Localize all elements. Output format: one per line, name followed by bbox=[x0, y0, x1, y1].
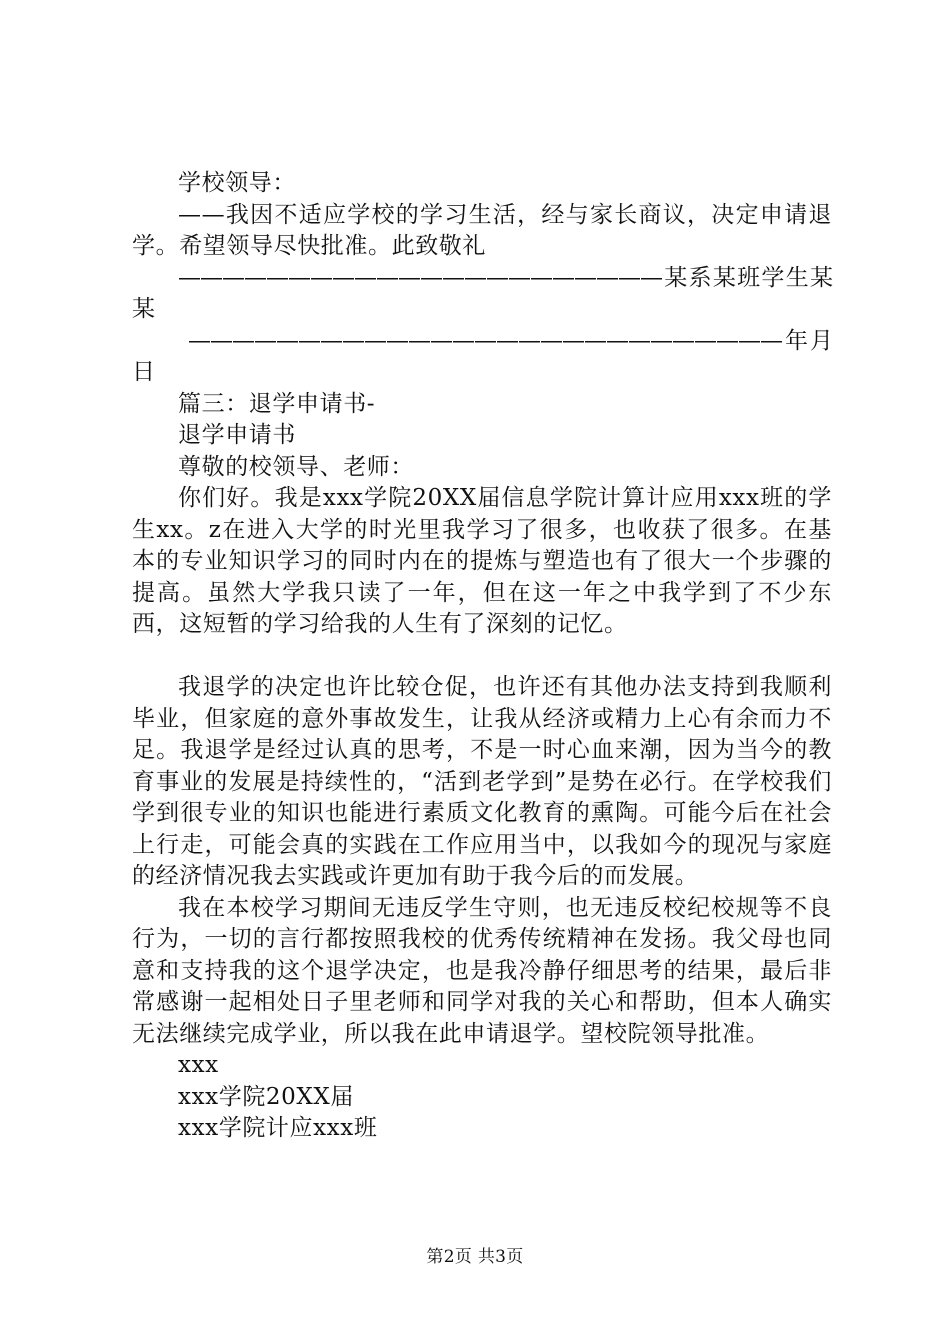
request-paragraph: ——我因不适应学校的学习生活，经与家长商议，决定申请退学。希望领导尽快批准。此致敬礼 bbox=[132, 201, 832, 259]
letter-title: 退学申请书 bbox=[178, 422, 296, 448]
section-heading: 篇三：退学申请书- bbox=[178, 390, 376, 417]
salutation: 学校领导： bbox=[178, 170, 296, 196]
body-paragraph-reason: 我退学的决定也许比较仓促，也许还有其他办法支持到我顺利毕业，但家庭的意外事故发生，让我从经济或精力上心有余而力不足。我退学是经过认真的思考，不是一时心血来潮，因为当今的教育事业的发展是持续性的，“活到老学到”是势在必行。在学校我们学到很专业的知识也能进行素质文化教育的熏陶。可能今后在社会上行走，可能会真的实践在工作应用当中，以我如今的现况与家庭的经济情况我去实践或许更加有助于我今后的而发展。 bbox=[132, 674, 832, 889]
signature-class: xxx学院计应xxx班 bbox=[178, 1115, 378, 1141]
date-line: ———————————————————————————年月日 bbox=[132, 327, 832, 385]
signature-name: xxx bbox=[178, 1052, 219, 1078]
body-paragraph-closing: 我在本校学习期间无违反学生守则，也无违反校纪校规等不良行为，一切的言行都按照我校的优秀传统精神在发扬。我父母也同意和支持我的这个退学决定，也是我冷静仔细思考的结果，最后非常感谢一起相处日子里老师和同学对我的关心和帮助，但本人确实无法继续完成学业，所以我在此申请退学。望校院领导批准。 bbox=[132, 894, 832, 1047]
signature-college: xxx学院20XX届 bbox=[178, 1083, 354, 1110]
document-body bbox=[132, 168, 832, 1145]
signature-line: ——————————————————————某系某班学生某某 bbox=[132, 264, 832, 322]
body-paragraph-intro: 你们好。我是xxx学院20XX届信息学院计算计应用xxx班的学生xx。z在进入大学的时光里我学习了很多，也收获了很多。在基本的专业知识学习的同时内在的提炼与塑造也有了很大一个步骤的提高。虽然大学我只读了一年，但在这一年之中我学到了不少东西，这短暂的学习给我的人生有了深刻的记忆。 bbox=[132, 485, 832, 637]
page-footer: 第2页 共3页 bbox=[426, 1247, 524, 1267]
letter-salutation: 尊敬的校领导、老师： bbox=[178, 453, 414, 480]
